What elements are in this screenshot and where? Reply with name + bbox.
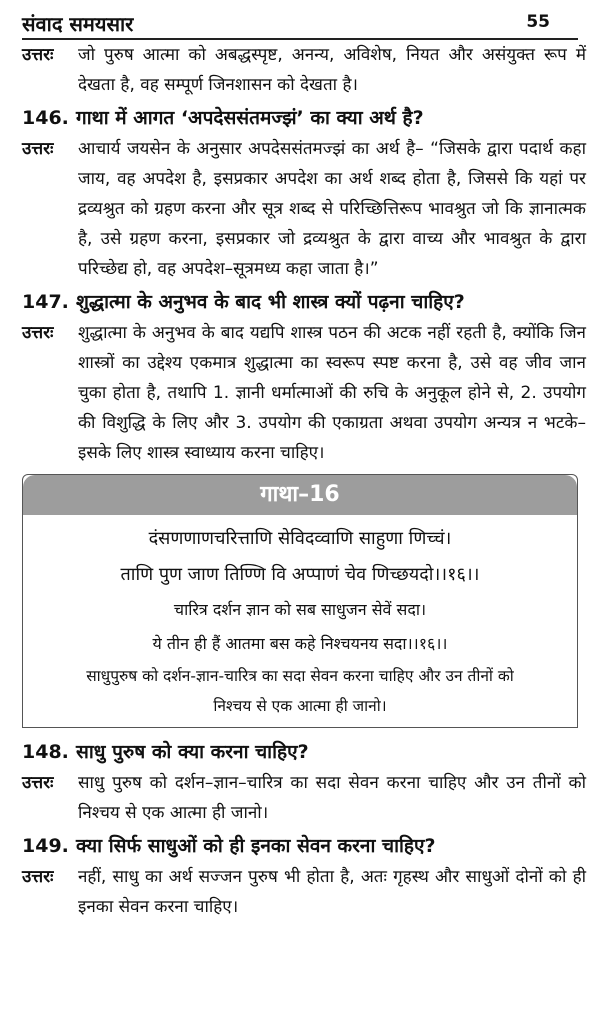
question-text: गाथा में आगत ‘अपदेससंतमज्झं’ का क्या अर्थ है? — [76, 107, 424, 129]
answer-text: नहीं, साधु का अर्थ सज्जन पुरुष भी होता है, अतः गृहस्थ और साधुओं दोनों को ही इनका सेवन करना चाहिए। — [78, 867, 586, 917]
answer-label: उत्तरः — [22, 773, 54, 793]
answer-148 — [22, 768, 586, 828]
question-text: शुद्धात्मा के अनुभव के बाद भी शास्त्र क्यों पढ़ना चाहिए? — [76, 291, 465, 313]
answer-text: शुद्धात्मा के अनुभव के बाद यद्यपि शास्त्र पठन की अटक नहीं रहती है, क्योंकि जिन शास्त्रों का उद्देश्य एकमात्र शुद्धात्मा का स्वरूप स्पष्ट करना है, उसे वह जीव जान चुका होता है, तथापि 1. ज्ञानी धर्मात्माओं की रुचि के अनुकूल होने से, 2. उपयोग की विशुद्धि के लिए और 3. उपयोग की एकाग्रता अथवा उपयोग अन्यत्र न भटके– इसके लिए शास्त्र स्वाध्याय करना चाहिए। — [78, 323, 586, 463]
answer-146 — [22, 134, 586, 284]
verse-meaning-line: निश्चय से एक आत्मा ही जानो। — [213, 697, 387, 715]
answer-label: उत्तरः — [22, 867, 54, 887]
question-text: साधु पुरुष को क्या करना चाहिए? — [76, 741, 309, 763]
hindi-verse-line: ये तीन ही हैं आतमा बस कहे निश्चयनय सदा।।१६।। — [152, 634, 448, 653]
running-title: संवाद समयसार — [22, 12, 134, 36]
question-147 — [22, 286, 586, 318]
question-number: 148. — [22, 741, 69, 763]
gatha-heading: गाथा–16 — [23, 475, 577, 515]
header-rule — [22, 38, 578, 40]
answer-label: उत्तरः — [22, 323, 54, 343]
page-header — [22, 0, 586, 40]
question-number: 146. — [22, 107, 69, 129]
question-number: 147. — [22, 291, 69, 313]
answer-text: आचार्य जयसेन के अनुसार अपदेससंतमज्झं का अर्थ है– “जिसके द्वारा पदार्थ कहा जाय, वह अपदेश है, इसप्रकार अपदेश का अर्थ शब्द होता है, जिससे कि यहां पर द्रव्यश्रुत को ग्रहण करना और सूत्र शब्द से परिच्छित्तिरूप भावश्रुत जो कि ज्ञानात्मक है, उसे ग्रहण करना, इसप्रकार जो द्रव्यश्रुत के द्वारा वाच्य और भावश्रुत के द्वारा परिच्छेद्य हो, वह अपदेश–सूत्रमध्य कहा जाता है।” — [78, 139, 586, 279]
answer-147 — [22, 318, 586, 468]
answer-label: उत्तरः — [22, 45, 54, 65]
answer-149 — [22, 862, 586, 922]
gatha-body — [23, 515, 577, 727]
question-148 — [22, 736, 586, 768]
question-number: 149. — [22, 835, 69, 857]
question-149 — [22, 830, 586, 862]
answer-text: जो पुरुष आत्मा को अबद्धस्पृष्ट, अनन्य, अविशेष, नियत और असंयुक्त रूप में देखता है, वह सम्पूर्ण जिनशासन को देखता है। — [78, 45, 586, 95]
intro-answer — [22, 40, 586, 100]
prakrit-verse-line: दंसणणाणचरित्ताणि सेविदव्वाणि साहुणा णिच्चं। — [148, 528, 452, 549]
answer-label: उत्तरः — [22, 139, 54, 159]
question-text: क्या सिर्फ साधुओं को ही इनका सेवन करना चाहिए? — [76, 835, 436, 857]
verse-meaning-line: साधुपुरुष को दर्शन-ज्ञान-चारित्र का सदा सेवन करना चाहिए और उन तीनों को — [86, 667, 514, 685]
question-146 — [22, 102, 586, 134]
gatha-box — [22, 474, 578, 728]
page-number: 55 — [526, 12, 550, 32]
answer-text: साधु पुरुष को दर्शन–ज्ञान–चारित्र का सदा सेवन करना चाहिए और उन तीनों को निश्चय से एक आत्मा ही जानो। — [78, 773, 586, 823]
hindi-verse-line: चारित्र दर्शन ज्ञान को सब साधुजन सेवें सदा। — [173, 600, 427, 619]
prakrit-verse-line: ताणि पुण जाण तिण्णि वि अप्पाणं चेव णिच्छयदो।।१६।। — [120, 564, 480, 585]
